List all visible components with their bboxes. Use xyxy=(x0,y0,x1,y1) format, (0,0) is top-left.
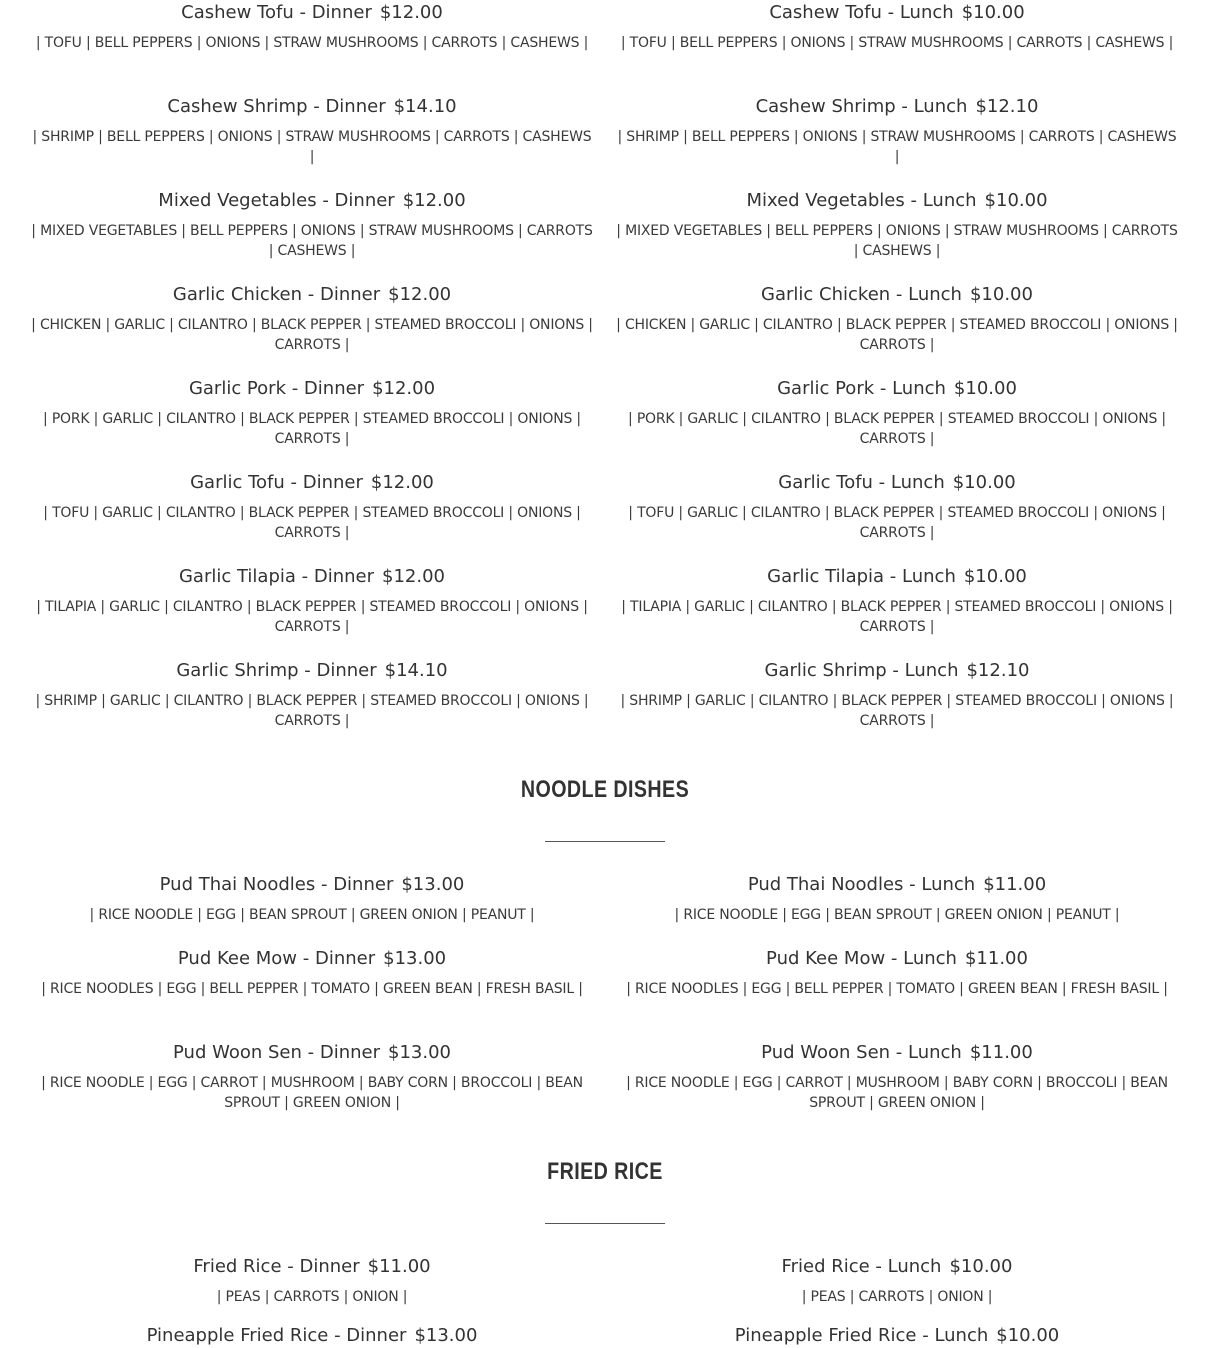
item-name: Cashew Shrimp - Lunch xyxy=(755,96,968,117)
item-name: Pud Woon Sen - Lunch xyxy=(761,1042,962,1063)
item-description: | SHRIMP | GARLIC | CILANTRO | BLACK PEPPER | STEAMED BROCCOLI | ONIONS | CARROTS | xyxy=(620,693,1174,729)
menu-item xyxy=(612,283,1182,355)
item-price: $10.00 xyxy=(949,1256,1013,1277)
item-description: | RICE NOODLE | EGG | CARROT | MUSHROOM | BABY CORN | BROCCOLI | BEAN SPROUT | GREEN ONION | xyxy=(626,1075,1168,1111)
item-description: | RICE NOODLE | EGG | BEAN SPROUT | GREEN ONION | PEANUT | xyxy=(89,907,535,923)
item-price: $12.00 xyxy=(372,378,436,399)
item-price: $12.00 xyxy=(370,472,434,493)
item-description: | TOFU | GARLIC | CILANTRO | BLACK PEPPER | STEAMED BROCCOLI | ONIONS | CARROTS | xyxy=(43,505,581,541)
menu-item xyxy=(27,1,597,53)
item-description: | TOFU | GARLIC | CILANTRO | BLACK PEPPER | STEAMED BROCCOLI | ONIONS | CARROTS | xyxy=(628,505,1166,541)
item-name: Garlic Tilapia - Lunch xyxy=(767,566,956,587)
menu-item xyxy=(27,283,597,355)
menu-item xyxy=(612,1,1182,53)
item-description: | TOFU | BELL PEPPERS | ONIONS | STRAW MUSHROOMS | CARROTS | CASHEWS | xyxy=(620,35,1174,51)
item-price: $11.00 xyxy=(367,1256,431,1277)
item-price: $12.00 xyxy=(379,2,443,23)
item-name: Garlic Chicken - Dinner xyxy=(172,284,381,305)
item-name: Mixed Vegetables - Dinner xyxy=(158,190,395,211)
item-price: $10.00 xyxy=(961,2,1025,23)
menu-item xyxy=(612,377,1182,449)
item-description: | MIXED VEGETABLES | BELL PEPPERS | ONIONS | STRAW MUSHROOMS | CARROTS | CASHEWS | xyxy=(616,223,1178,259)
menu-item xyxy=(612,565,1182,637)
section-title-noodle-dishes: NOODLE DISHES xyxy=(520,776,690,803)
item-name: Pud Thai Noodles - Lunch xyxy=(747,874,976,895)
item-price: $14.10 xyxy=(393,96,457,117)
menu-item xyxy=(27,95,597,167)
item-name: Garlic Tofu - Lunch xyxy=(778,472,945,493)
menu-item xyxy=(27,1255,597,1307)
item-name: Garlic Chicken - Lunch xyxy=(761,284,962,305)
item-price: $13.00 xyxy=(401,874,465,895)
item-name: Pud Kee Mow - Dinner xyxy=(177,948,376,969)
item-name: Fried Rice - Dinner xyxy=(193,1256,360,1277)
item-name: Garlic Pork - Lunch xyxy=(777,378,946,399)
item-price: $11.00 xyxy=(969,1042,1033,1063)
item-name: Cashew Shrimp - Dinner xyxy=(167,96,386,117)
item-name: Garlic Shrimp - Dinner xyxy=(176,660,377,681)
item-price: $10.00 xyxy=(984,190,1048,211)
item-name: Garlic Pork - Dinner xyxy=(188,378,365,399)
menu-item xyxy=(612,947,1182,999)
item-description: | PORK | GARLIC | CILANTRO | BLACK PEPPER | STEAMED BROCCOLI | ONIONS | CARROTS | xyxy=(43,411,581,447)
item-description: | SHRIMP | BELL PEPPERS | ONIONS | STRAW MUSHROOMS | CARROTS | CASHEWS | xyxy=(32,129,592,165)
item-price: $12.00 xyxy=(382,566,445,587)
menu-item xyxy=(27,1041,597,1113)
item-price: $13.00 xyxy=(388,1042,451,1063)
item-name: Pud Kee Mow - Lunch xyxy=(766,948,957,969)
item-name: Fried Rice - Lunch xyxy=(781,1256,942,1277)
menu-item xyxy=(612,189,1182,261)
item-price: $11.00 xyxy=(983,874,1047,895)
section-divider xyxy=(545,1223,665,1224)
item-description: | TILAPIA | GARLIC | CILANTRO | BLACK PEPPER | STEAMED BROCCOLI | ONIONS | CARROTS | xyxy=(36,599,588,635)
menu-item xyxy=(612,873,1182,925)
menu-item xyxy=(27,189,597,261)
item-description: | RICE NOODLES | EGG | BELL PEPPER | TOMATO | GREEN BEAN | FRESH BASIL | xyxy=(626,981,1168,997)
item-description: | RICE NOODLES | EGG | BELL PEPPER | TOMATO | GREEN BEAN | FRESH BASIL | xyxy=(41,981,583,997)
section-title-fried-rice: FRIED RICE xyxy=(547,1158,663,1185)
item-price: $10.00 xyxy=(953,378,1017,399)
menu-item xyxy=(612,95,1182,167)
item-description: | SHRIMP | BELL PEPPERS | ONIONS | STRAW MUSHROOMS | CARROTS | CASHEWS | xyxy=(617,129,1177,165)
menu-item xyxy=(612,1324,1182,1348)
item-name: Garlic Tilapia - Dinner xyxy=(178,566,375,587)
item-description: | MIXED VEGETABLES | BELL PEPPERS | ONIONS | STRAW MUSHROOMS | CARROTS | CASHEWS | xyxy=(31,223,593,259)
item-price: $10.00 xyxy=(996,1325,1060,1346)
item-name: Pud Thai Noodles - Dinner xyxy=(159,874,394,895)
menu-item xyxy=(27,1324,597,1348)
menu-item xyxy=(612,659,1182,731)
item-name: Cashew Tofu - Lunch xyxy=(769,2,954,23)
item-price: $13.00 xyxy=(414,1325,478,1346)
item-description: | SHRIMP | GARLIC | CILANTRO | BLACK PEPPER | STEAMED BROCCOLI | ONIONS | CARROTS | xyxy=(35,693,589,729)
item-description: | CHICKEN | GARLIC | CILANTRO | BLACK PEPPER | STEAMED BROCCOLI | ONIONS | CARROTS | xyxy=(616,317,1178,353)
item-description: | TOFU | BELL PEPPERS | ONIONS | STRAW MUSHROOMS | CARROTS | CASHEWS | xyxy=(35,35,589,51)
item-price: $13.00 xyxy=(383,948,447,969)
item-description: | PEAS | CARROTS | ONION | xyxy=(216,1289,408,1305)
menu-item xyxy=(612,471,1182,543)
item-price: $12.10 xyxy=(975,96,1039,117)
item-name: Pineapple Fried Rice - Lunch xyxy=(734,1325,989,1346)
item-price: $12.00 xyxy=(388,284,452,305)
item-price: $10.00 xyxy=(969,284,1033,305)
item-price: $12.10 xyxy=(966,660,1030,681)
item-name: Cashew Tofu - Dinner xyxy=(181,2,372,23)
item-name: Pineapple Fried Rice - Dinner xyxy=(146,1325,407,1346)
item-description: | RICE NOODLE | EGG | CARROT | MUSHROOM | BABY CORN | BROCCOLI | BEAN SPROUT | GREEN ONION | xyxy=(41,1075,583,1111)
menu-item xyxy=(27,947,597,999)
item-description: | CHICKEN | GARLIC | CILANTRO | BLACK PEPPER | STEAMED BROCCOLI | ONIONS | CARROTS | xyxy=(31,317,593,353)
item-name: Garlic Shrimp - Lunch xyxy=(764,660,959,681)
menu-item xyxy=(27,659,597,731)
menu-item xyxy=(612,1255,1182,1307)
item-description: | TILAPIA | GARLIC | CILANTRO | BLACK PEPPER | STEAMED BROCCOLI | ONIONS | CARROTS | xyxy=(621,599,1173,635)
item-description: | RICE NOODLE | EGG | BEAN SPROUT | GREEN ONION | PEANUT | xyxy=(674,907,1120,923)
item-description: | PEAS | CARROTS | ONION | xyxy=(801,1289,993,1305)
item-name: Pud Woon Sen - Dinner xyxy=(173,1042,380,1063)
item-price: $12.00 xyxy=(402,190,466,211)
section-divider xyxy=(545,841,665,842)
item-name: Mixed Vegetables - Lunch xyxy=(746,190,977,211)
item-price: $14.10 xyxy=(384,660,448,681)
menu-item xyxy=(27,377,597,449)
menu-item xyxy=(27,471,597,543)
item-description: | PORK | GARLIC | CILANTRO | BLACK PEPPER | STEAMED BROCCOLI | ONIONS | CARROTS | xyxy=(628,411,1166,447)
item-price: $10.00 xyxy=(952,472,1016,493)
item-name: Garlic Tofu - Dinner xyxy=(190,472,363,493)
menu-item xyxy=(612,1041,1182,1113)
menu-item xyxy=(27,873,597,925)
menu-item xyxy=(27,565,597,637)
item-price: $10.00 xyxy=(963,566,1027,587)
item-price: $11.00 xyxy=(964,948,1028,969)
